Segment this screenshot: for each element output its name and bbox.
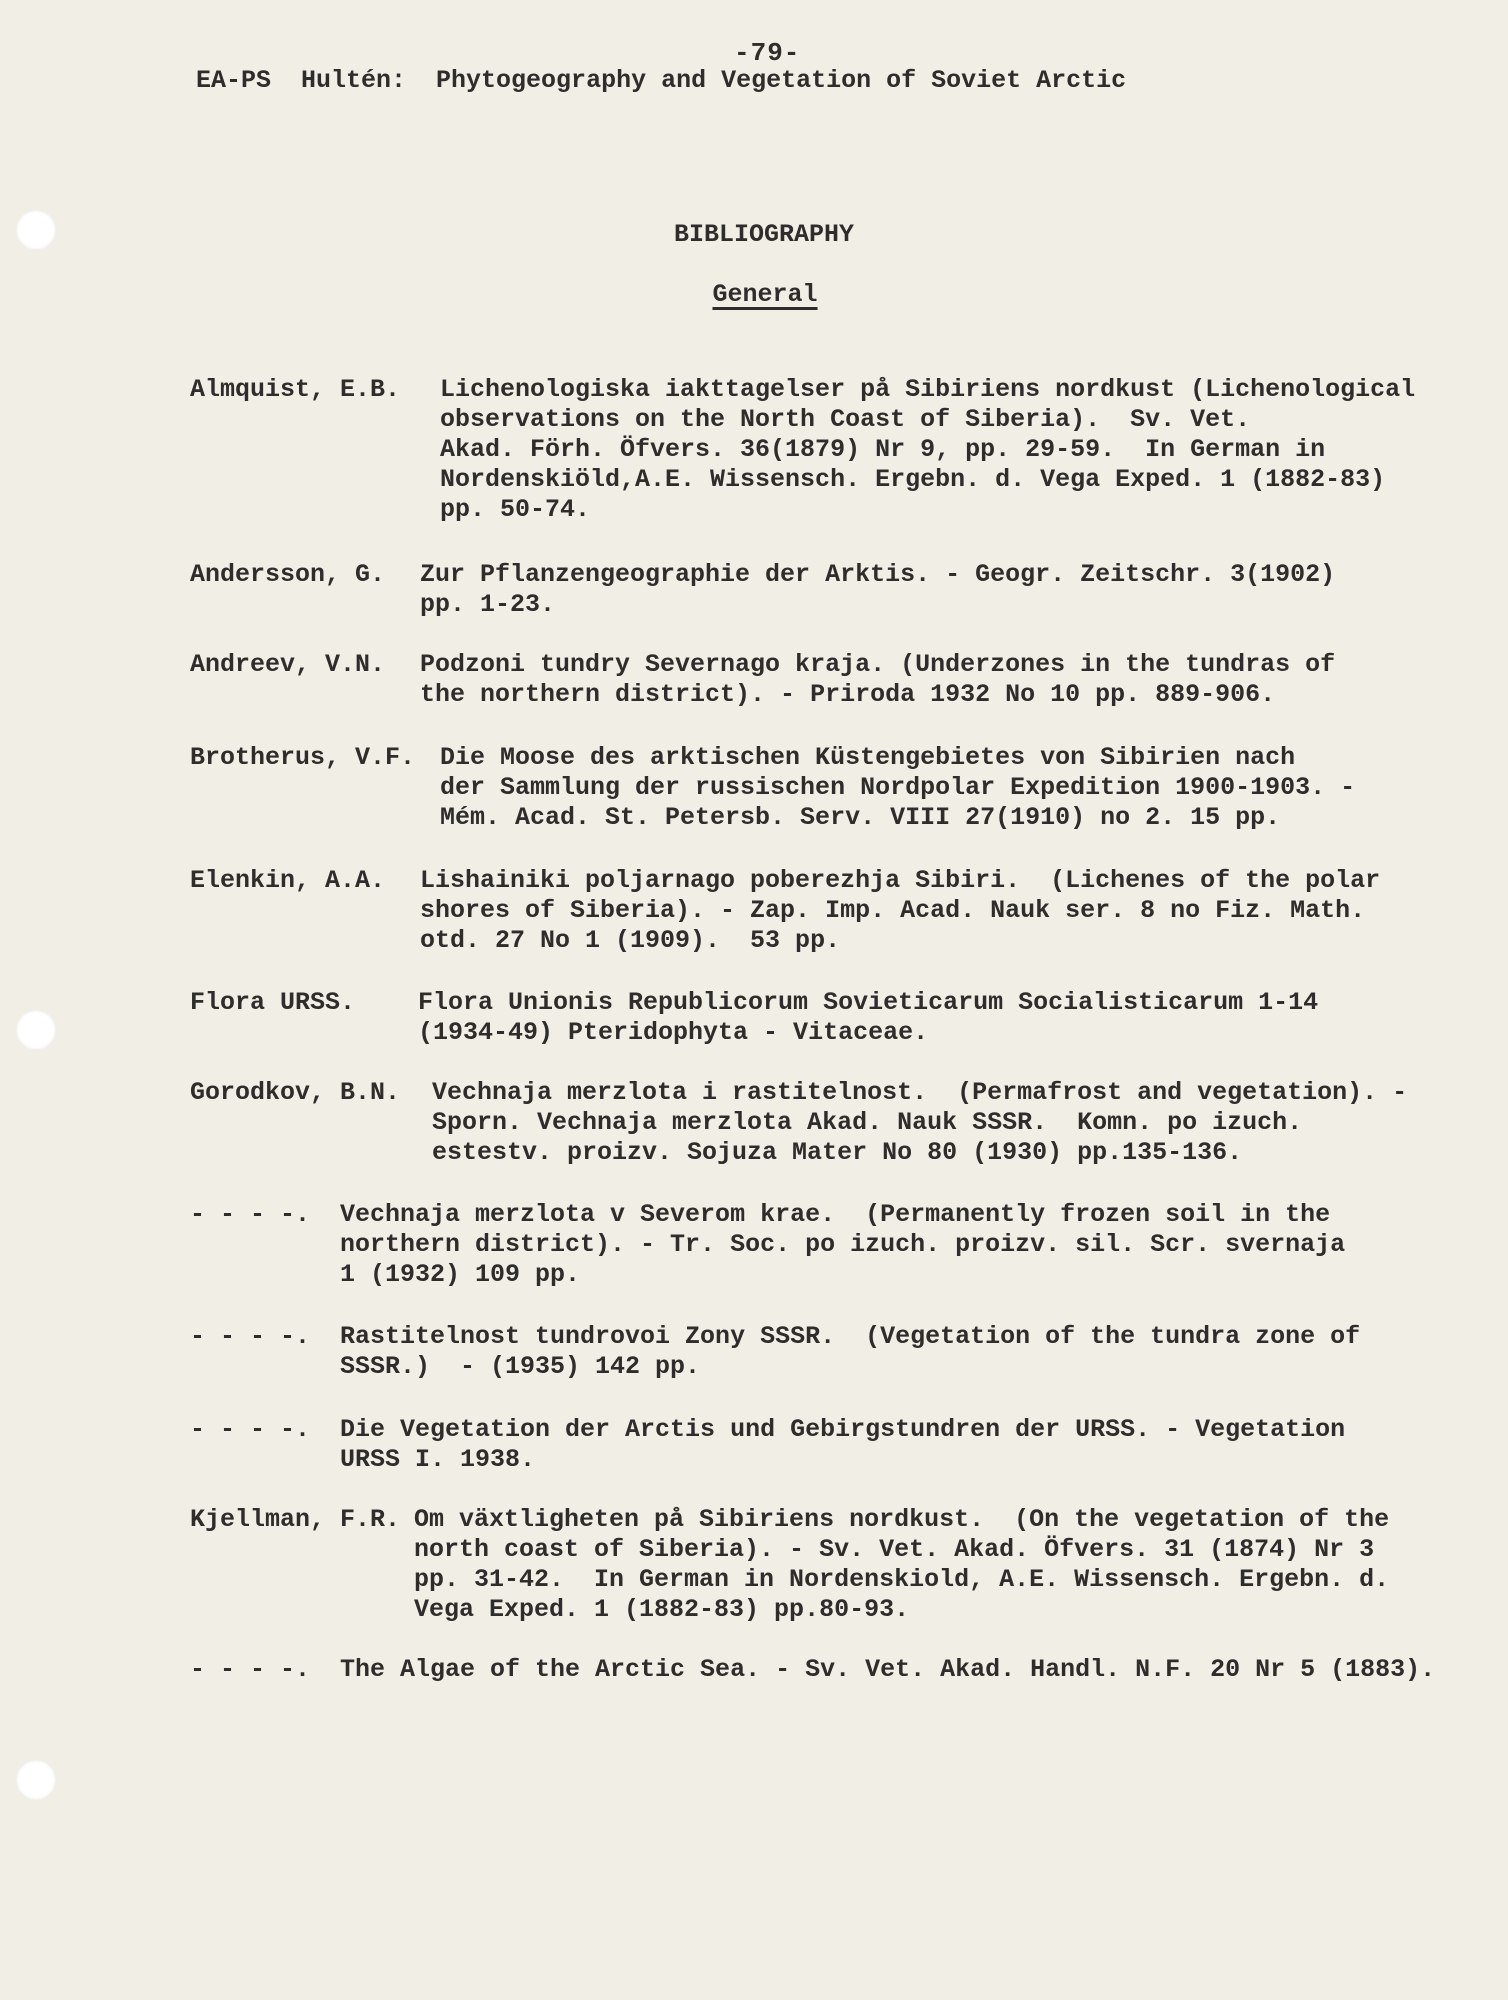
citation-line: northern district). - Tr. Soc. po izuch. proizv. sil. Scr. svernaja <box>340 1230 1346 1259</box>
citation-line: 1 (1932) 109 pp. <box>340 1260 581 1289</box>
citation-line: Nordenskiöld,A.E. Wissensch. Ergebn. d. Vega Exped. 1 (1882-83) <box>440 465 1386 494</box>
citation-line: north coast of Siberia). - Sv. Vet. Akad. Öfvers. 31 (1874) Nr 3 <box>414 1535 1375 1564</box>
punch-hole <box>16 1010 56 1050</box>
citation-line: URSS I. 1938. <box>340 1445 536 1474</box>
citation-line: der Sammlung der russischen Nordpolar Expedition 1900-1903. - <box>440 773 1356 802</box>
entry-citation <box>420 650 1335 710</box>
entry-citation <box>340 1415 1345 1475</box>
entry-author: Gorodkov, B.N. <box>190 1078 401 1107</box>
page-title: BIBLIOGRAPHY <box>673 220 855 249</box>
punch-hole <box>16 1760 56 1800</box>
entry-author: - - - -. <box>190 1200 311 1229</box>
citation-line: Mém. Acad. St. Petersb. Serv. VIII 27(1910) no 2. 15 pp. <box>440 803 1281 832</box>
entry-author: Andersson, G. <box>190 560 386 589</box>
entry-citation <box>432 1078 1407 1168</box>
citation-line: (1934-49) Pteridophyta - Vitaceae. <box>418 1018 929 1047</box>
entry-citation <box>420 866 1380 956</box>
citation-line: otd. 27 No 1 (1909). 53 pp. <box>420 926 841 955</box>
citation-line: Lishainiki poljarnago poberezhja Sibiri. (Lichenes of the polar <box>420 866 1381 895</box>
section-heading <box>0 280 1508 309</box>
citation-line: Podzoni tundry Severnago kraja. (Underzones in the tundras of <box>420 650 1336 679</box>
citation-line: Akad. Förh. Öfvers. 36(1879) Nr 9, pp. 29-59. In German in <box>440 435 1326 464</box>
entry-author: Andreev, V.N. <box>190 650 386 679</box>
entry-citation <box>440 743 1355 833</box>
citation-line: Sporn. Vechnaja merzlota Akad. Nauk SSSR. Komn. po izuch. <box>432 1108 1303 1137</box>
citation-line: Vechnaja merzlota v Severom krae. (Permanently frozen soil in the <box>340 1200 1331 1229</box>
entry-author: Elenkin, A.A. <box>190 866 386 895</box>
citation-line: pp. 1-23. <box>420 590 556 619</box>
entry-citation <box>340 1200 1345 1290</box>
citation-line: Om växtligheten på Sibiriens nordkust. (On the vegetation of the <box>414 1505 1390 1534</box>
entry-author: - - - -. <box>190 1655 311 1684</box>
entry-author: Brotherus, V.F. <box>190 743 416 772</box>
citation-line: Zur Pflanzengeographie der Arktis. - Geogr. Zeitschr. 3(1902) <box>420 560 1336 589</box>
entry-author: Flora URSS. <box>190 988 356 1017</box>
citation-line: The Algae of the Arctic Sea. - Sv. Vet. Akad. Handl. N.F. 20 Nr 5 (1883). <box>340 1655 1436 1684</box>
citation-line: observations on the North Coast of Siberia). Sv. Vet. <box>440 405 1251 434</box>
section-heading-text: General <box>712 280 818 309</box>
citation-line: Lichenologiska iakttagelser på Sibiriens nordkust (Lichenological <box>440 375 1416 404</box>
citation-line: pp. 50-74. <box>440 495 591 524</box>
citation-line: estestv. proizv. Sojuza Mater No 80 (1930) pp.135-136. <box>432 1138 1243 1167</box>
citation-line: SSSR.) - (1935) 142 pp. <box>340 1352 701 1381</box>
citation-line: shores of Siberia). - Zap. Imp. Acad. Nauk ser. 8 no Fiz. Math. <box>420 896 1366 925</box>
entry-author: Kjellman, F.R. <box>190 1505 401 1534</box>
citation-line: Vechnaja merzlota i rastitelnost. (Permafrost and vegetation). - <box>432 1078 1408 1107</box>
entry-author: Almquist, E.B. <box>190 375 401 404</box>
entry-citation <box>420 560 1335 620</box>
citation-line: Vega Exped. 1 (1882-83) pp.80-93. <box>414 1595 910 1624</box>
citation-line: Flora Unionis Republicorum Sovieticarum Socialisticarum 1-14 <box>418 988 1319 1017</box>
entry-author: - - - -. <box>190 1322 311 1351</box>
entry-citation <box>440 375 1415 525</box>
entry-citation <box>418 988 1318 1048</box>
entry-author: - - - -. <box>190 1415 311 1444</box>
citation-line: the northern district). - Priroda 1932 No 10 pp. 889-906. <box>420 680 1276 709</box>
citation-line: Die Vegetation der Arctis und Gebirgstundren der URSS. - Vegetation <box>340 1415 1346 1444</box>
running-header: EA-PS Hultén: Phytogeography and Vegetation of Soviet Arctic <box>196 66 1127 95</box>
citation-line: Rastitelnost tundrovoi Zony SSSR. (Vegetation of the tundra zone of <box>340 1322 1361 1351</box>
entry-citation <box>414 1505 1389 1625</box>
citation-line: pp. 31-42. In German in Nordenskiold, A.E. Wissensch. Ergebn. d. <box>414 1565 1390 1594</box>
citation-line: Die Moose des arktischen Küstengebietes von Sibirien nach <box>440 743 1296 772</box>
entry-citation <box>340 1655 1435 1685</box>
page-number: -79- <box>734 38 801 68</box>
entry-citation <box>340 1322 1360 1382</box>
